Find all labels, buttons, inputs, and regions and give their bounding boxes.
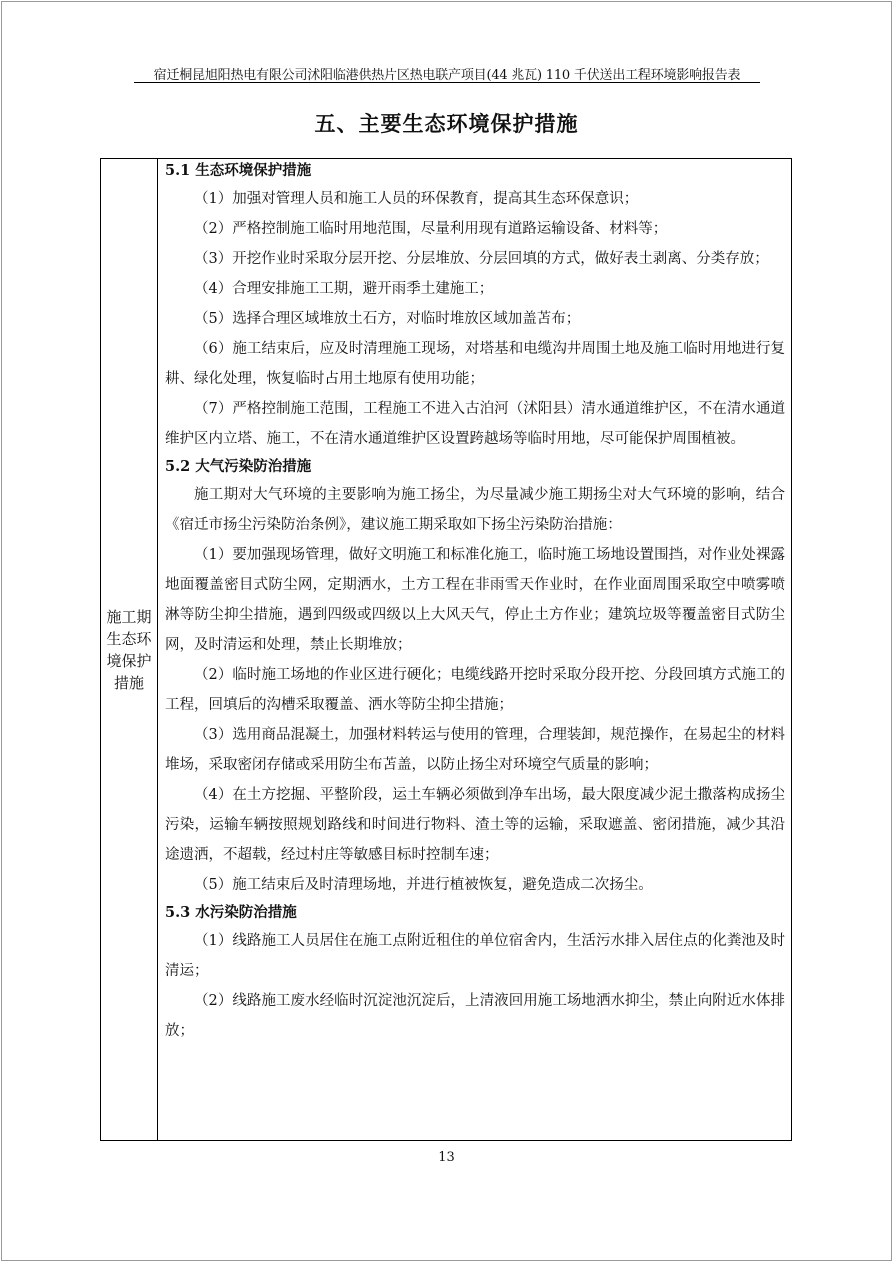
paragraph: （1）加强对管理人员和施工人员的环保教育，提高其生态环保意识； <box>194 191 639 207</box>
column-divider <box>157 158 158 1141</box>
paragraph: （7）严格控制施工范围，工程施工不进入古泊河（沭阳县）清水通道维护区，不在清水通道维护区内立塔、施工，不在清水通道维护区设置跨越场等临时用地，尽可能保护周围植被。 <box>165 401 785 447</box>
measures-content <box>165 158 785 1046</box>
page-title: 五、主要生态环境保护措施 <box>314 111 579 136</box>
row-label-line: 施工期 <box>106 608 152 626</box>
row-label-line: 措施 <box>113 674 144 692</box>
section-heading: 5.1 生态环境保护措施 <box>165 162 312 179</box>
row-label-line: 生态环 <box>106 630 152 648</box>
paragraph: （3）选用商品混凝土，加强材料转运与使用的管理，合理装卸，规范操作，在易起尘的材料堆场，采取密闭存储或采用防尘布苫盖，以防止扬尘对环境空气质量的影响； <box>165 727 785 773</box>
paragraph: （4）在土方挖掘、平整阶段，运土车辆必须做到净车出场，最大限度减少泥土撒落构成扬尘污染，运输车辆按照规划路线和时间进行物料、渣土等的运输，采取遮盖、密闭措施，减少其沿途遗洒，不超载，经过村庄等敏感目标时控制车速； <box>165 787 785 863</box>
paragraph: （1）线路施工人员居住在施工点附近租住的单位宿舍内，生活污水排入居住点的化粪池及时清运； <box>165 933 785 979</box>
section-heading: 5.3 水污染防治措施 <box>165 904 297 921</box>
paragraph: （4）合理安排施工工期，避开雨季土建施工； <box>194 281 494 297</box>
paragraph: （5）施工结束后及时清理场地，并进行植被恢复，避免造成二次扬尘。 <box>194 877 653 893</box>
paragraph: （5）选择合理区域堆放土石方，对临时堆放区域加盖苫布； <box>194 311 581 327</box>
page-number: 13 <box>438 1150 455 1165</box>
paragraph: （6）施工结束后，应及时清理施工现场，对塔基和电缆沟井周围土地及施工临时用地进行复耕、绿化处理，恢复临时占用土地原有使用功能； <box>165 341 785 387</box>
paragraph: （2）严格控制施工临时用地范围，尽量利用现有道路运输设备、材料等； <box>194 221 668 237</box>
section-heading: 5.2 大气污染防治措施 <box>165 458 312 475</box>
row-label <box>101 606 157 694</box>
paragraph: 施工期对大气环境的主要影响为施工扬尘，为尽量减少施工期扬尘对大气环境的影响，结合《宿迁市扬尘污染防治条例》，建议施工期采取如下扬尘污染防治措施： <box>165 487 785 533</box>
paragraph: （3）开挖作业时采取分层开挖、分层堆放、分层回填的方式，做好表土剥离、分类存放； <box>194 251 769 267</box>
paragraph: （2）线路施工废水经临时沉淀池沉淀后，上清液回用施工场地洒水抑尘，禁止向附近水体排放； <box>165 993 785 1039</box>
paragraph: （1）要加强现场管理，做好文明施工和标准化施工，临时施工场地设置围挡，对作业处裸露地面覆盖密目式防尘网，定期洒水，土方工程在非雨雪天作业时，在作业面周围采取空中喷雾喷淋等防尘抑尘措施，遇到四级或四级以上大风天气，停止土方作业；建筑垃圾等覆盖密目式防尘网，及时清运和处理，禁止长期堆放； <box>165 547 785 653</box>
paragraph: （2）临时施工场地的作业区进行硬化；电缆线路开挖时采取分段开挖、分段回填方式施工的工程，回填后的沟槽采取覆盖、洒水等防尘抑尘措施； <box>165 667 785 713</box>
running-header: 宿迁桐昆旭阳热电有限公司沭阳临港供热片区热电联产项目(44 兆瓦) 110 千伏送出工程环境影响报告表 <box>153 68 741 83</box>
row-label-line: 境保护 <box>106 652 152 670</box>
header-rule <box>134 82 760 83</box>
